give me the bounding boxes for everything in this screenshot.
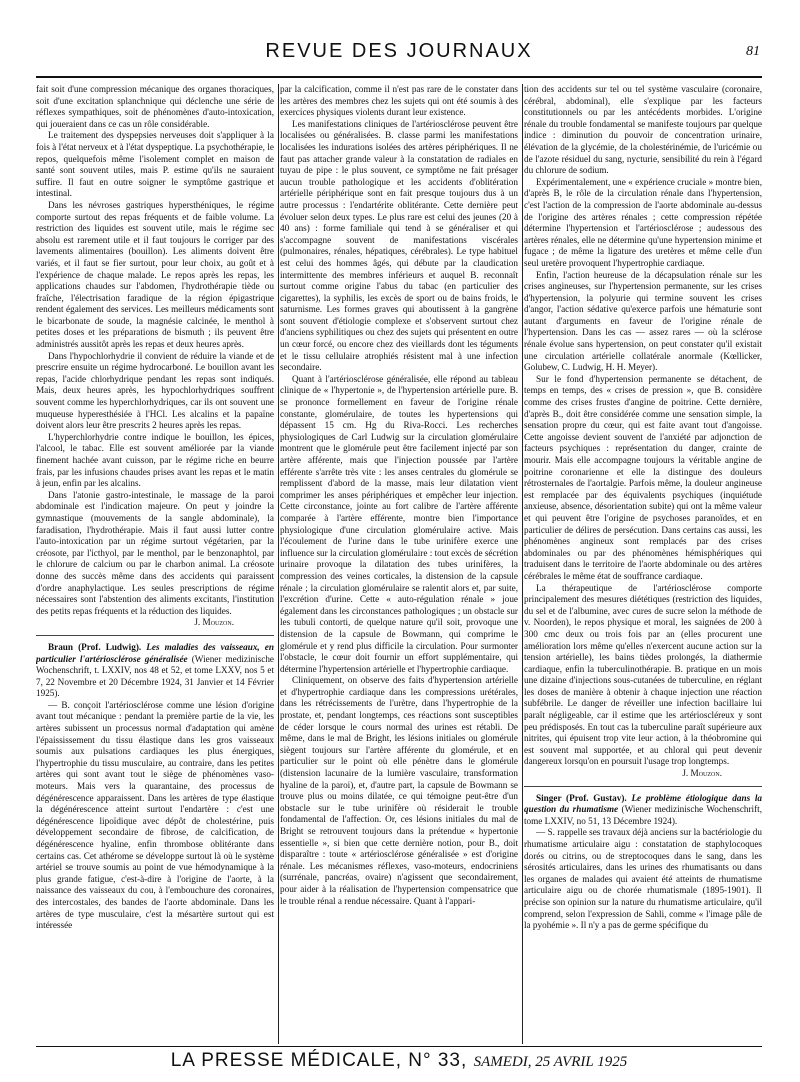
column-divider xyxy=(522,84,523,1044)
paragraph: Les manifestations cliniques de l'artériosclérose peuvent être localisées ou généralisées. B. classe parmi les manifestations localisées les indurations isolées des artères périphériques. Il ne faut pas attacher grande valeur à la constatation de radiales en tuyau de pipe : le plus souvent, ce symptôme ne fait présager aucun trouble pathologique et les accidents d'oblitération artérielle périphérique sont en fait presque toujours dus à un autre processus : l'endartérite oblitérante. Cette dernière peut évoluer selon deux types. Le plus rare est celui des jeunes (20 à 40 ans) : forme familiale qui tend à se généraliser et qui s'accompagne souvent de manifestations viscérales (pulmonaires, rénales, hépatiques, cérébrales). Le type habituel est celui des hommes âgés, qui débute par la claudication intermittente des membres inférieurs et auquel B. reconnaît surtout comme origine l'abus du tabac (en particulier des cigarettes), la syphilis, les excès de sport ou de bains froids, le saturnisme. Les formes graves qui aboutissent à la gangrène sont souvent d'étiologie complexe et s'observent surtout chez d'anciens syphilitiques ou chez des sujets qui présentent en outre un cœur forcé, ou encore chez des vieillards dont les téguments et le tissu cellulaire atrophiés résistent mal à une infection secondaire. xyxy=(280,118,518,373)
paragraph: Quant à l'artériosclérose généralisée, elle répond au tableau clinique de « l'hypertonie », de l'hypertension artérielle pure. B. se prononce formellement en faveur de l'origine rénale constante, glomérulaire, de toutes les hypertensions qui dépassent 15 cm. Hg du Riva-Rocci. Les recherches physiologiques de Carl Ludwig sur la circulation glomérulaire montrent que le glomérule peut être facilement injecté par son artère afférente, mais que l'injection poussée par l'artère efférente s'arrête très vite : les anses centrales du glomérule se remplissent d'abord de la masse, mais leur dilatation vient comprimer les anses périphériques et empêcher leur injection. Cette circonstance, jointe au fort calibre de l'artère afférente comparée à l'artère efférente, montre bien l'importance physiologique d'une circulation glomérulaire active. Mais l'écoulement de l'urine dans le tube urinifère exerce une influence sur la circulation glomérulaire : tout excès de sécrétion urinaire provoque la dilatation des tubes urinifères, la compression des veines corticales, la distension de la capsule rénale ; la circulation glomérulaire se ralentit alors et, par suite, l'excrétion d'urine. Cette « auto-régulation rénale » joue également dans les circonstances pathologiques ; un obstacle sur les tubuli contorti, de quelque nature qu'il soit, provoque une distension de la capsule de Bowmann, qui comprime le glomérule et y rend plus difficile la circulation. Pour surmonter l'obstacle, le cœur doit fournir un effort supplémentaire, qui détermine l'hypertension artérielle et l'hypertrophie cardiaque. xyxy=(280,373,518,674)
entry-title: Les maladies des vaisseaux, en particulier l'artériosclérose généralisée xyxy=(36,641,274,664)
paragraph: Sur le fond d'hypertension permanente se détachent, de temps en temps, des « crises de pression », que B. considère comme des crises frustes d'angine de poitrine. Cette dernière, d'après B., doit être considérée comme une sensation simple, la sensation propre du cœur, qui est faite avant tout d'angoisse. Cette angoisse devient souvent de l'anxiété par adjonction de facteurs psychiques : représentation du danger, crainte de mourir. Mais elle accompagne toujours la véritable angine de poitrine coronarienne et elle la distingue des douleurs rétrosternales de l'aortalgie. Parfois même, la douleur angineuse est remplacée par des équivalents psychiques (inquiétude anxieuse, absence, désorientation subite) qui ont la même valeur et qui peuvent être l'origine de psychoses paranoïdes, et en particulier de délires de persécution. Dans certains cas aussi, les phénomènes angineux sont remplacés par des crises abdominales ou par des phénomènes hémisphériques qui traduisent dans le territoire de l'aorte abdominale ou des artères cérébrales le même état de souffrance cardiaque. xyxy=(524,373,762,581)
journal-name: LA PRESSE MÉDICALE, N° 33, xyxy=(170,1050,468,1071)
entry-author: Singer (Prof. Gustav). xyxy=(536,792,627,803)
footer-rule xyxy=(36,1046,762,1047)
page-number: 81 xyxy=(746,44,760,59)
header-rule xyxy=(36,76,762,78)
entry-source: (Wiener medizinische Wochenschrift, t. LXXIV, nos 48 et 52, et tome LXXV, nos 5 et 7, 22 Novembre et 20 Décembre 1924, 31 Janvier et 14 Février 1925). xyxy=(36,653,274,699)
signature: J. Mouzon. xyxy=(194,617,234,628)
review-entry-heading xyxy=(524,793,762,828)
section-title: REVUE DES JOURNAUX xyxy=(265,40,533,62)
entry-title: Le problème étiologique dans la question du rhumatisme xyxy=(524,792,762,815)
paragraph: Dans l'hypochlorhydrie il convient de réduire la viande et de prescrire ensuite un régime hydrocarboné. Le bouillon avant les repas, l'acide chlorhydrique pendant les repas sont indiqués. Mais, deux heures après, les hypochlorhydriques souffrent souvent comme les hyperchlorhydriques, car ils ont souvent une muqueuse hyperesthésiée à l'HCl. Les alcalins et la papaïne doivent alors leur être prescrits 2 heures après les repas. xyxy=(36,350,274,431)
paragraph: Enfin, l'action heureuse de la décapsulation rénale sur les crises angineuses, sur l'hypertension permanente, sur les crises d'hypertension, la polyurie qui termine souvent les crises d'angor, l'action sédative qu'exerce parfois une hématurie sont autant d'arguments en faveur de l'origine rénale de l'hypertension. Dans les cas — assez rares — où la sclérose rénale évolue sans hypertension, on peut constater qu'il existait une circulation artérielle collatérale anormale (Kœllicker, Golubew, C. Ludwig, H. H. Meyer). xyxy=(524,269,762,373)
review-entry-heading xyxy=(36,642,274,700)
column-2 xyxy=(280,84,518,1044)
paragraph: par la calcification, comme il n'est pas rare de le constater dans les artères des membres chez les sujets qui ont été soumis à des exercices physiques violents durant leur existence. xyxy=(280,84,518,118)
column-1 xyxy=(36,84,274,1044)
issue-date: SAMEDI, 25 AVRIL 1925 xyxy=(473,1054,628,1070)
paragraph: Cliniquement, on observe des faits d'hypertension artérielle et d'hypertrophie cardiaque dans les compressions urétérales, dans les rétrécissements de l'urètre, dans l'hypertrophie de la prostate, et, pendant longtemps, ces réactions sont susceptibles de céder lorsque le cours normal des urines est rétabli. De même, dans le mal de Bright, les lésions initiales ou glomérule siègent toujours sur l'artère afférente du glomérule, et en particulier sur le point où elle pénètre dans le glomérule (distension lacunaire de la lumière vasculaire, transformation hyaline de la paroi), et, d'autre part, la capsule de Bowmann se trouve plus ou moins dilatée, ce qui témoigne peut-être d'un obstacle sur le tube urinifère où résiderait le trouble fondamental de l'affection. Or, ces lésions initiales du mal de Bright se retrouvent toujours dans la prétendue « hypertonie essentielle », si bien que cette dernière notion, pour B., doit disparaître : toute « artériosclérose généralisée » est d'origine rénale. Les mécanismes réflexes, vaso-moteurs, endocriniens (surrénale, pancréas, ovaire) n'agissent que secondairement, pour aider à la réalisation de l'hypertension compensatrice que le trouble rénal a rendue nécessaire. Quant à l'appari- xyxy=(280,675,518,906)
entry-separator xyxy=(524,786,762,787)
paragraph: Dans les névroses gastriques hypersthéniques, le régime comporte surtout des repas fréquents et de faible volume. La restriction des liquides est souvent utile, mais le régime sec absolu est rarement utile et il faut toujours le corriger par des lavements alimentaires (bouillon). Les aliments doivent être variés, et il faut se fier surtout, pour leur choix, au goût et à l'expérience de chaque malade. Le repos après les repas, les applications chaudes sur l'abdomen, l'hydrothérapie tiède ou fraîche, l'électrisation faradique de la région épigastrique rendent également des services. Les meilleurs médicaments sont le bicarbonate de soude, la magnésie calcinée, le menthol à petites doses et les préparations de bismuth ; ils peuvent être administrés aussitôt après les repas et deux heures après. xyxy=(36,199,274,350)
paragraph: — S. rappelle ses travaux déjà anciens sur la bactériologie du rhumatisme articulaire aigu : constatation de staphylocoques dorés ou citrins, ou de streptocoques dans le sang, dans les sérosités articulaires, dans les urines des rhumatisants ou dans les organes de malades qui avaient été atteints de rhumatisme articulaire aigu ou de chorée rhumatismale (1895-1901). Il précise son opinion sur la nature du rhumatisme articulaire, qu'il comprend, selon l'expression de Sahli, comme « l'image pâle de la pyohémie ». Il n'y a pas de germe spécifique du xyxy=(524,827,762,931)
page-footer xyxy=(36,1050,762,1076)
paragraph: tion des accidents sur tel ou tel système vasculaire (coronaire, cérébral, abdominal), elle s'explique par les facteurs constitutionnels ou par les antécédents morbides. L'origine rénale du trouble fondamental se manifeste toujours par quelque indice : diminution du pouvoir de concentration urinaire, élévation de la glycémie, de la cholestérinémie, de l'uricémie ou de l'azote résiduel du sang, nycturie, sensibilité du rein à l'égard du chlorure de sodium. xyxy=(524,84,762,176)
paragraph: Le traitement des dyspepsies nerveuses doit s'appliquer à la fois à l'état nerveux et à l'état dyspeptique. La psychothérapie, le repos, quelquefois même l'isolement complet en maison de santé sont souvent utiles, mais P. estime qu'ils ne sauraient suffire. Il faut en outre soigner le symptôme gastrique et intestinal. xyxy=(36,130,274,199)
entry-source: (Wiener medizinische Wochenschrift, tome LXXIV, no 51, 13 Décembre 1924). xyxy=(524,804,762,826)
entry-author: Braun (Prof. Ludwig). xyxy=(48,641,142,652)
paragraph: L'hyperchlorhydrie contre indique le bouillon, les épices, l'alcool, le tabac. Elle est souvent améliorée par la viande finement hachée avant cuisson, par le régime riche en beurre frais, par les infusions chaudes prises avant les repas et le matin à jeun, enfin par les alcalins. xyxy=(36,431,274,489)
signature: J. Mouzon. xyxy=(682,768,722,779)
page-header xyxy=(36,38,762,70)
paragraph: fait soit d'une compression mécanique des organes thoraciques, soit d'une excitation splanchnique qui déclenche une série de réflexes sympathiques, soit de phénomènes d'auto-intoxication, qui joueraient dans ce cas un rôle considérable. xyxy=(36,84,274,129)
paragraph: La thérapeutique de l'artériosclérose comporte principalement des mesures diététiques (restriction des liquides, du sel et de l'albumine, avec cures de sucre selon la méthode de v. Noorden), le repos physique et moral, les saignées de 200 à 300 cmc deux ou trois fois par an (elles procurent une amélioration lors même qu'elles n'exercent aucune action sur la tension artérielle), les bains tièdes prolongés, la diathermie cardiaque, enfin la tuberculinothérapie. B. pratique en un mois une dizaine d'injections sous-cutanées de tuberculine, en réglant les doses de manière à obtenir à chaque injection une réaction subfébrile. Le danger de réveiller une infection bacillaire lui paraît négligeable, car il estime que les artérioscléreux y sont peu prédisposés. En tout cas la tuberculine paraît supérieure aux nitrites, qui épuisent trop vite leur action, à la théobromine qui est souvent mal supportée, et au chloral qui peut devenir dangereux lorsqu'on en poursuit l'usage trop longtemps. xyxy=(524,582,762,767)
paragraph: Dans l'atonie gastro-intestinale, le massage de la paroi abdominale est l'indication majeure. On peut y joindre la gymnastique (mouvements de la sangle abdominale), la faradisation, l'hydrothérapie. Mais il faut aussi lutter contre l'auto-intoxication par un régime surtout végétarien, par la créosote, par l'icthyol, par le menthol, par le benzonaphtol, par le chlorure de calcium ou par le charbon animal. La créosote donne des succès même dans des accidents qui paraissent d'ordre anaphylactique. Les seules prescriptions de régime nécessaires sont l'abstention des aliments excitants, l'institution des petits repas fréquents et la réduction des liquides. xyxy=(36,489,274,616)
column-divider xyxy=(278,84,279,1044)
entry-separator xyxy=(36,635,274,636)
paragraph: — B. conçoit l'artériosclérose comme une lésion d'origine avant tout mécanique : pendant la première partie de la vie, les artères subissent un processus normal d'adaptation qui amène l'épaississement du tissu élastique dans les gros vaisseaux soumis aux pulsations cardiaques les plus énergiques, l'hypertrophie du tissu musculaire, au contraire, dans les petites artères qui sont avant tout le siège de phénomènes vaso-moteurs. Mais vers la quarantaine, des processus de dégénérescence apparaissent. Dans les artères de type élastique la dégénérescence atteint surtout l'endartère : c'est une dégénérescence lipoïdique avec dépôt de cholestérine, puis développement secondaire de fibrose, de calcification, de dégénérescence hyaline, enfin thrombose oblitérante dans certains cas. Cet athérome se développe surtout là où le système artériel se trouve soumis au point de vue hémodynamique à la plus grande fatigue, c'est-à-dire à l'origine de l'aorte, à la naissance des vaisseaux du cou, à l'embouchure des coronaires, des intercostales, des bandes de l'aorte abdominale. Dans les artères de type musculaire, c'est la mésartère surtout qui est intéressée xyxy=(36,699,274,931)
column-3 xyxy=(524,84,762,1044)
paragraph: Expérimentalement, une « expérience cruciale » montre bien, d'après B, le rôle de la circulation rénale dans l'hypertension, c'est l'action de la compression de l'aorte abdominale au-dessus de l'origine des artères rénales ; cette compression répétée détermine l'hypertension et l'artériosclérose ; audessous des artères rénales, elle ne détermine qu'une hypertension minime et fugace ; de même la ligature des uretères et même celle d'un seul uretère provoquent l'hypertrophie cardiaque. xyxy=(524,176,762,268)
